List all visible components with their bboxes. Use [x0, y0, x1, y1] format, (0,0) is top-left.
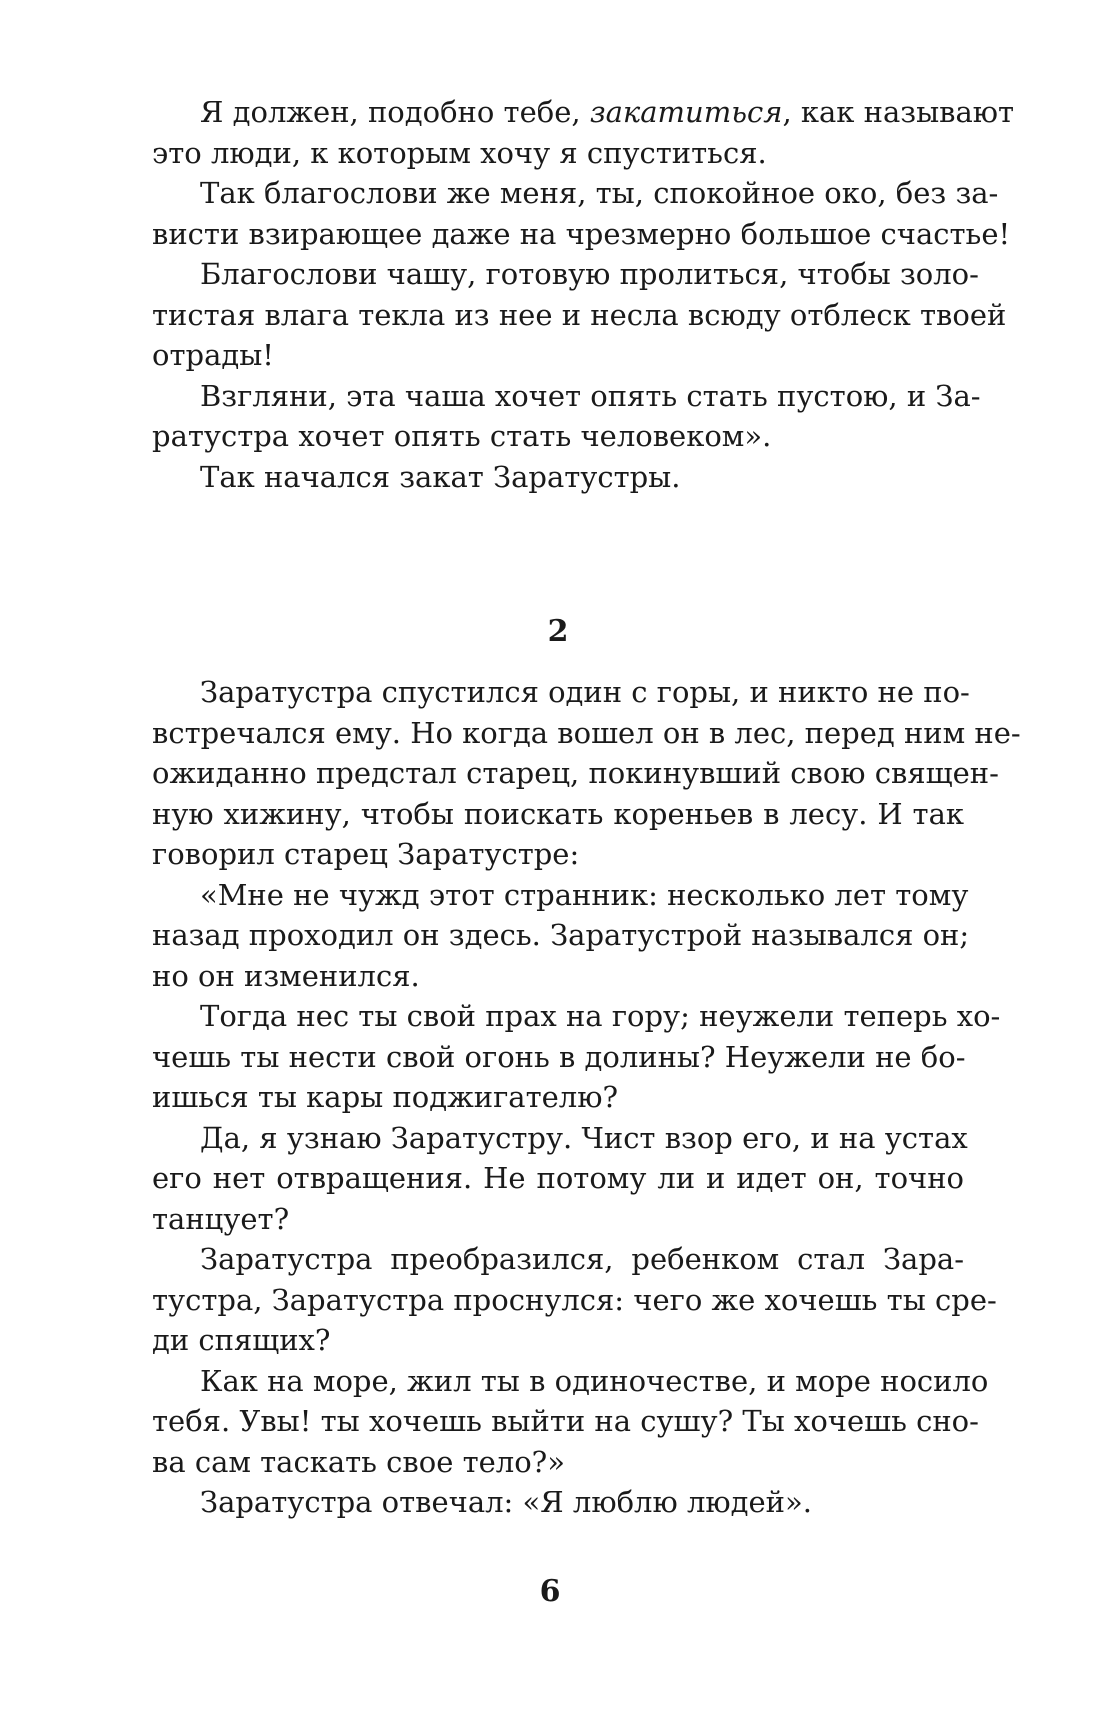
text-line: назад проходил он здесь. Заратустрой назывался он; [152, 918, 970, 952]
text-line: танцует? [152, 1201, 290, 1236]
text-line: Заратустра преобразился, ребенком стал Зара- [200, 1242, 964, 1276]
text-line: Заратустра отвечал: «Я люблю людей». [200, 1485, 812, 1519]
text-line: отрады! [152, 338, 274, 372]
text-line: ожиданно предстал старец, покинувший свою священ- [152, 756, 999, 790]
line-text-tail: , как называют [782, 95, 1015, 129]
text-line: тебя. Увы! ты хочешь выйти на сушу? Ты хочешь сно- [152, 1404, 979, 1438]
text-line: ди спящих? [152, 1323, 331, 1357]
text-line: тистая влага текла из нее и несла всюду отблеск твоей [152, 297, 1007, 332]
text-line: «Мне не чужд этот странник: несколько лет тому [200, 877, 969, 912]
text-line: Тогда нес ты свой прах на гору; неужели теперь хо- [200, 999, 1001, 1033]
text-line: Как на море, жил ты в одиночестве, и море носило [200, 1363, 989, 1398]
text-line: Взгляни, эта чаша хочет опять стать пустою, и За- [200, 378, 981, 413]
page-number: 6 [539, 1574, 561, 1609]
text-line: это люди, к которым хочу я спуститься. [152, 135, 767, 170]
section-number: 2 [547, 614, 569, 649]
book-page [152, 92, 1021, 1519]
text-line: Да, я узнаю Заратустру. Чист взор его, и на устах [200, 1120, 968, 1155]
text-line: ную хижину, чтобы поискать кореньев в лесу. И так [152, 796, 964, 831]
text-line: говорил старец Заратустре: [152, 837, 580, 871]
text-line: тустра, Заратустра проснулся: чего же хочешь ты сре- [152, 1282, 997, 1317]
line-text: Я должен, подобно тебе, [200, 95, 590, 129]
text-line: чешь ты нести свой огонь в долины? Неужели не бо- [152, 1039, 966, 1074]
text-line: встречался ему. Но когда вошел он в лес, перед ним не- [152, 715, 1021, 750]
text-line: ратустра хочет опять стать человеком». [152, 419, 772, 453]
text-line: Заратустра спустился один с горы, и никто не по- [200, 675, 970, 709]
text-line: Благослови чашу, готовую пролиться, чтобы золо- [200, 257, 979, 291]
text-line: ва сам таскать свое тело?» [152, 1444, 565, 1479]
text-line: его нет отвращения. Не потому ли и идет он, точно [152, 1161, 964, 1195]
text-block-top [152, 92, 1015, 497]
emphasized-word: закатиться [589, 95, 783, 129]
text-line: висти взирающее даже на чрезмерно большое счастье! [152, 216, 1011, 251]
text-line: Так начался закат Заратустры. [200, 459, 681, 494]
text-block-section-2 [152, 672, 1021, 1523]
text-line: ишься ты кары поджигателю? [152, 1080, 619, 1114]
text-line: Так благослови же меня, ты, спокойное око, без за- [200, 176, 999, 210]
text-line [152, 92, 1015, 133]
text-line: но он изменился. [152, 958, 420, 993]
